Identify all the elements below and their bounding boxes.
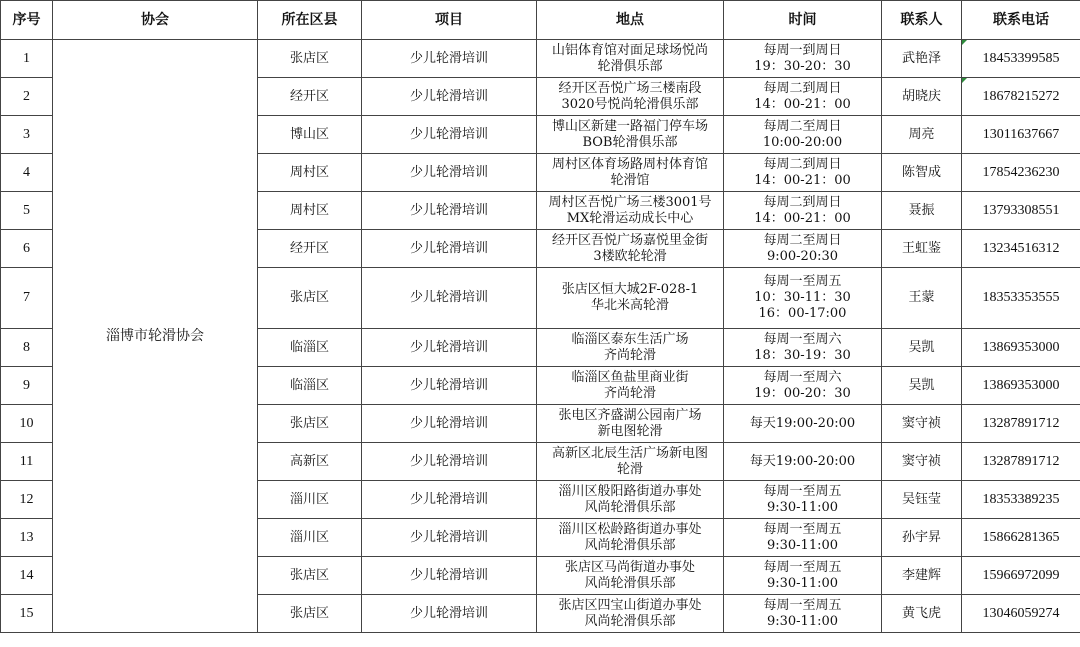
project-cell <box>362 40 537 78</box>
contact-cell-text: 王蒙 <box>908 290 935 305</box>
district-cell-text: 经开区 <box>289 240 329 256</box>
project-cell-text: 少儿轮滑培训 <box>409 491 488 507</box>
row-number <box>1 154 53 192</box>
time-cell-text: 每周二至周日 9:00-20:30 <box>763 232 842 264</box>
project-cell <box>362 405 537 443</box>
time-cell-text: 每天19:00-20:00 <box>749 453 856 469</box>
time-cell <box>724 557 882 595</box>
project-cell <box>362 154 537 192</box>
time-cell <box>724 519 882 557</box>
time-cell-text: 每周二到周日 14：00-21：00 <box>754 80 851 112</box>
header-row <box>1 1 1080 40</box>
phone-cell <box>962 557 1080 595</box>
project-cell-text: 少儿轮滑培训 <box>409 202 488 218</box>
phone-cell <box>962 40 1080 78</box>
project-cell <box>362 192 537 230</box>
time-cell-text: 每周一至周六 18：30-19：30 <box>754 331 851 363</box>
contact-cell-text: 王虹鉴 <box>901 240 941 256</box>
location-cell-text: 张店区恒大城2F-028-1 华北米高轮滑 <box>561 282 699 313</box>
table-row <box>1 40 1080 78</box>
contact-cell <box>882 443 962 481</box>
phone-cell-text: 13793308551 <box>982 202 1060 218</box>
location-cell <box>537 595 724 633</box>
project-cell-text: 少儿轮滑培训 <box>409 164 488 180</box>
phone-cell <box>962 519 1080 557</box>
location-cell-text: 张电区齐盛湖公园南广场 新电图轮滑 <box>558 407 702 439</box>
header-location: 地点 <box>537 1 724 40</box>
location-cell <box>537 443 724 481</box>
phone-cell <box>962 443 1080 481</box>
location-cell-text: 张店区马尚街道办事处 风尚轮滑俱乐部 <box>564 559 695 591</box>
phone-cell <box>962 230 1080 268</box>
project-cell <box>362 367 537 405</box>
row-number-text: 13 <box>19 529 34 545</box>
row-number-text: 7 <box>23 290 30 305</box>
project-cell-text: 少儿轮滑培训 <box>409 290 488 305</box>
header-phone: 联系电话 <box>962 1 1080 40</box>
header-district: 所在区县 <box>258 1 362 40</box>
row-number <box>1 192 53 230</box>
contact-cell-text: 吴凯 <box>908 377 935 393</box>
header-no: 序号 <box>1 1 53 40</box>
district-cell <box>258 367 362 405</box>
location-cell-text: 临淄区泰东生活广场 齐尚轮滑 <box>571 331 689 363</box>
district-cell <box>258 329 362 367</box>
phone-cell-text: 18678215272 <box>982 88 1060 104</box>
district-cell <box>258 78 362 116</box>
phone-cell <box>962 405 1080 443</box>
contact-cell-text: 吴凯 <box>908 339 935 355</box>
project-cell <box>362 78 537 116</box>
phone-cell <box>962 78 1080 116</box>
header-contact: 联系人 <box>882 1 962 40</box>
location-cell <box>537 154 724 192</box>
time-cell <box>724 268 882 329</box>
contact-cell-text: 黄飞虎 <box>901 605 941 621</box>
time-cell-text: 每周一至周五 9:30-11:00 <box>763 483 842 515</box>
row-number <box>1 367 53 405</box>
location-cell <box>537 329 724 367</box>
phone-cell-text: 13869353000 <box>982 377 1060 393</box>
phone-cell-text: 13234516312 <box>982 240 1060 256</box>
contact-cell-text: 窦守祯 <box>901 453 941 469</box>
district-cell-text: 张店区 <box>289 567 329 583</box>
location-cell <box>537 268 724 329</box>
project-cell-text: 少儿轮滑培训 <box>409 339 488 355</box>
contact-cell <box>882 519 962 557</box>
district-cell-text: 淄川区 <box>289 491 329 507</box>
district-cell <box>258 40 362 78</box>
row-number-text: 4 <box>23 164 30 180</box>
project-cell <box>362 443 537 481</box>
header-association: 协会 <box>53 1 258 40</box>
district-cell-text: 经开区 <box>289 88 329 104</box>
project-cell <box>362 595 537 633</box>
contact-cell <box>882 367 962 405</box>
location-cell <box>537 116 724 154</box>
row-number <box>1 230 53 268</box>
row-number-text: 10 <box>19 415 34 431</box>
phone-cell <box>962 329 1080 367</box>
project-cell-text: 少儿轮滑培训 <box>409 377 488 393</box>
time-cell <box>724 78 882 116</box>
phone-cell <box>962 116 1080 154</box>
row-number-text: 12 <box>19 491 34 507</box>
contact-cell <box>882 78 962 116</box>
time-cell <box>724 40 882 78</box>
location-cell <box>537 519 724 557</box>
district-cell-text: 博山区 <box>289 126 329 142</box>
location-cell <box>537 192 724 230</box>
time-cell-text: 每周一至周五 9:30-11:00 <box>763 559 842 591</box>
district-cell <box>258 557 362 595</box>
contact-cell <box>882 192 962 230</box>
row-number <box>1 519 53 557</box>
time-cell <box>724 154 882 192</box>
district-cell <box>258 481 362 519</box>
contact-cell <box>882 557 962 595</box>
project-cell <box>362 519 537 557</box>
phone-cell <box>962 154 1080 192</box>
phone-cell-text: 13287891712 <box>982 453 1060 469</box>
row-number <box>1 405 53 443</box>
phone-cell-text: 18353353555 <box>982 290 1060 305</box>
phone-cell-text: 18453399585 <box>982 50 1060 66</box>
time-cell <box>724 116 882 154</box>
district-cell-text: 周村区 <box>289 164 329 180</box>
location-cell <box>537 367 724 405</box>
district-cell <box>258 154 362 192</box>
phone-cell-text: 15966972099 <box>982 567 1060 583</box>
row-number-text: 1 <box>23 50 30 66</box>
district-cell <box>258 116 362 154</box>
district-cell-text: 张店区 <box>289 605 329 621</box>
contact-cell <box>882 481 962 519</box>
contact-cell <box>882 154 962 192</box>
contact-cell <box>882 40 962 78</box>
row-number-text: 2 <box>23 88 30 104</box>
row-number <box>1 595 53 633</box>
contact-cell-text: 李建辉 <box>901 567 941 583</box>
contact-cell-text: 窦守祯 <box>901 415 941 431</box>
contact-cell <box>882 405 962 443</box>
cell-comment-marker <box>962 78 967 83</box>
project-cell-text: 少儿轮滑培训 <box>409 529 488 545</box>
time-cell <box>724 443 882 481</box>
project-cell-text: 少儿轮滑培训 <box>409 453 488 469</box>
row-number <box>1 329 53 367</box>
row-number <box>1 268 53 329</box>
row-number-text: 6 <box>23 240 30 256</box>
time-cell-text: 每周二至周日 10:00-20:00 <box>762 118 843 150</box>
contact-cell-text: 吴钰莹 <box>901 491 941 507</box>
contact-cell <box>882 329 962 367</box>
time-cell <box>724 192 882 230</box>
location-cell <box>537 481 724 519</box>
row-number-text: 8 <box>23 339 30 355</box>
contact-cell <box>882 116 962 154</box>
header-project: 项目 <box>362 1 537 40</box>
time-cell <box>724 367 882 405</box>
district-cell-text: 临淄区 <box>289 377 329 393</box>
row-number-text: 5 <box>23 202 30 218</box>
row-number-text: 11 <box>19 453 34 469</box>
phone-cell-text: 13287891712 <box>982 415 1060 431</box>
row-number <box>1 557 53 595</box>
location-cell-text: 张店区四宝山街道办事处 风尚轮滑俱乐部 <box>558 597 702 629</box>
contact-cell-text: 周亮 <box>908 126 935 142</box>
district-cell <box>258 230 362 268</box>
contact-cell-text: 陈智成 <box>901 164 941 180</box>
phone-cell <box>962 481 1080 519</box>
project-cell-text: 少儿轮滑培训 <box>409 88 488 104</box>
district-cell-text: 张店区 <box>289 290 329 305</box>
project-cell-text: 少儿轮滑培训 <box>409 605 488 621</box>
contact-cell <box>882 230 962 268</box>
location-cell-text: 临淄区鱼盐里商业街 齐尚轮滑 <box>571 369 689 401</box>
project-cell <box>362 329 537 367</box>
district-cell-text: 张店区 <box>289 415 329 431</box>
row-number <box>1 481 53 519</box>
contact-cell-text: 胡晓庆 <box>901 88 941 104</box>
location-cell-text: 高新区北辰生活广场新电图 轮滑 <box>551 445 708 477</box>
location-cell-text: 经开区吾悦广场三楼南段 3020号悦尚轮滑俱乐部 <box>558 80 702 112</box>
row-number <box>1 443 53 481</box>
location-cell-text: 周村区体育场路周村体育馆 轮滑馆 <box>551 156 708 188</box>
contact-cell <box>882 595 962 633</box>
district-cell-text: 淄川区 <box>289 529 329 545</box>
phone-cell <box>962 595 1080 633</box>
time-cell <box>724 481 882 519</box>
location-cell <box>537 78 724 116</box>
location-cell-text: 周村区吾悦广场三楼3001号 MX轮滑运动成长中心 <box>548 194 712 226</box>
project-cell <box>362 230 537 268</box>
location-cell <box>537 40 724 78</box>
time-cell <box>724 595 882 633</box>
phone-cell <box>962 192 1080 230</box>
location-cell-text: 淄川区松龄路街道办事处 风尚轮滑俱乐部 <box>558 521 702 553</box>
phone-cell <box>962 367 1080 405</box>
row-number <box>1 78 53 116</box>
location-cell-text: 博山区新建一路福门停车场 BOB轮滑俱乐部 <box>551 118 708 150</box>
project-cell <box>362 268 537 329</box>
time-cell-text: 每周一至周五 9:30-11:00 <box>763 597 842 629</box>
district-cell-text: 高新区 <box>289 453 329 469</box>
location-cell <box>537 557 724 595</box>
project-cell-text: 少儿轮滑培训 <box>409 240 488 256</box>
row-number-text: 9 <box>23 377 30 393</box>
district-cell-text: 周村区 <box>289 202 329 218</box>
location-cell-text: 山铝体育馆对面足球场悦尚 轮滑俱乐部 <box>551 42 708 74</box>
phone-cell-text: 17854236230 <box>982 164 1060 180</box>
time-cell-text: 每周一至周五 9:30-11:00 <box>763 521 842 553</box>
row-number-text: 14 <box>19 567 34 583</box>
header-time: 时间 <box>724 1 882 40</box>
district-cell <box>258 519 362 557</box>
contact-cell-text: 聂振 <box>908 202 935 218</box>
time-cell-text: 每天19:00-20:00 <box>749 415 856 431</box>
project-cell <box>362 116 537 154</box>
location-cell <box>537 230 724 268</box>
time-cell-text: 每周二到周日 14：00-21：00 <box>754 194 851 226</box>
time-cell-text: 每周一至周六 19：00-20：30 <box>754 369 851 401</box>
district-cell <box>258 268 362 329</box>
time-cell <box>724 230 882 268</box>
district-cell-text: 临淄区 <box>289 339 329 355</box>
phone-cell-text: 15866281365 <box>982 529 1060 545</box>
row-number-text: 15 <box>19 605 34 621</box>
time-cell <box>724 329 882 367</box>
contact-cell-text: 孙宇昇 <box>901 529 941 545</box>
project-cell <box>362 481 537 519</box>
row-number <box>1 116 53 154</box>
contact-cell-text: 武艳泽 <box>901 50 941 66</box>
district-cell <box>258 443 362 481</box>
phone-cell-text: 13046059274 <box>982 605 1060 621</box>
time-cell-text: 每周二到周日 14：00-21：00 <box>754 156 851 188</box>
district-cell <box>258 405 362 443</box>
project-cell-text: 少儿轮滑培训 <box>409 126 488 142</box>
contact-cell <box>882 268 962 329</box>
project-cell-text: 少儿轮滑培训 <box>409 567 488 583</box>
project-cell-text: 少儿轮滑培训 <box>409 415 488 431</box>
time-cell-text: 每周一到周日 19：30-20：30 <box>754 42 851 74</box>
time-cell-text: 每周一至周五 10：30-11：30 16：00-17:00 <box>754 274 851 321</box>
phone-cell-text: 13011637667 <box>982 126 1060 142</box>
row-number <box>1 40 53 78</box>
project-cell <box>362 557 537 595</box>
phone-cell-text: 13869353000 <box>982 339 1060 355</box>
association-cell: 淄博市轮滑协会 <box>53 40 258 633</box>
table-body <box>1 40 1080 633</box>
location-cell-text: 经开区吾悦广场嘉悦里金街 3楼欧轮轮滑 <box>551 232 708 264</box>
location-cell-text: 淄川区般阳路街道办事处 风尚轮滑俱乐部 <box>558 483 702 515</box>
row-number-text: 3 <box>23 126 30 142</box>
time-cell <box>724 405 882 443</box>
project-cell-text: 少儿轮滑培训 <box>409 50 488 66</box>
phone-cell <box>962 268 1080 329</box>
cell-comment-marker <box>962 40 967 45</box>
district-cell-text: 张店区 <box>289 50 329 66</box>
district-cell <box>258 595 362 633</box>
phone-cell-text: 18353389235 <box>982 491 1060 507</box>
location-cell <box>537 405 724 443</box>
district-cell <box>258 192 362 230</box>
